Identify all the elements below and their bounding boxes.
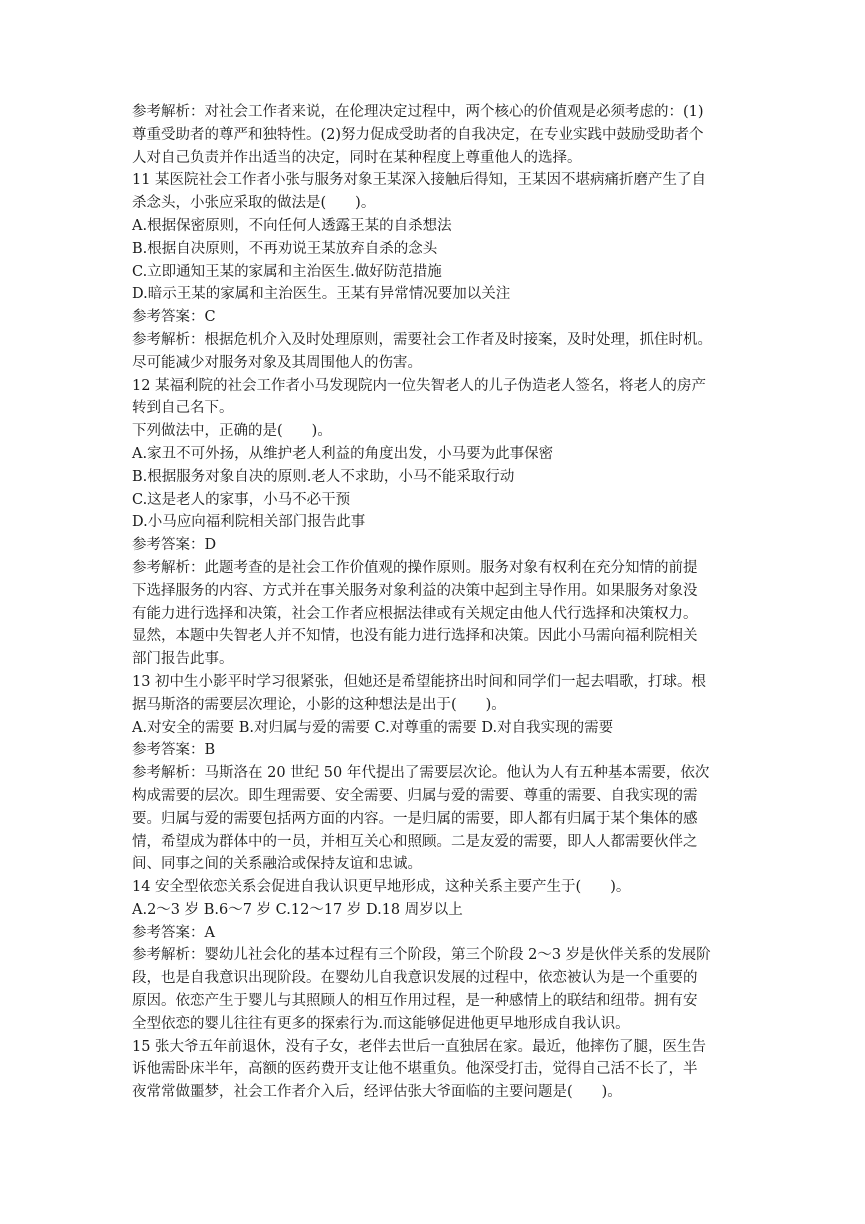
answer-line: 参考答案：C (132, 309, 216, 326)
question-line: 据马斯洛的需要层次理论，小影的这种想法是出于( )。 (132, 696, 506, 713)
text-line: 显然，本题中失智老人并不知情，也没有能力进行选择和决策。因此小马需向福利院相关 (132, 628, 698, 645)
text-line: 要。归属与爱的需要包括两方面的内容。一是归属的需要，即人都有归属于某个集体的感 (132, 810, 698, 827)
text-line: 全型依恋的婴儿往往有更多的探索行为.而这能够促进他更早地形成自我认识。 (132, 1015, 630, 1032)
text-line: 参考解析：此题考查的是社会工作价值观的操作原则。服务对象有权利在充分知情的前提 (132, 559, 698, 576)
option-line: D.小马应向福利院相关部门报告此事 (132, 514, 366, 531)
question-line: 下列做法中，正确的是( )。 (132, 423, 332, 440)
question-line: 12 某福利院的社会工作者小马发现院内一位失智老人的儿子伪造老人签名，将老人的房产 (132, 377, 707, 394)
option-line: A.2～3 岁 B.6～7 岁 C.12～17 岁 D.18 周岁以上 (132, 901, 463, 918)
option-line: B.根据服务对象自决的原则.老人不求助，小马不能采取行动 (132, 468, 515, 485)
text-line: 下选择服务的内容、方式并在事关服务对象利益的决策中起到主导作用。如果服务对象没 (132, 582, 698, 599)
answer-line: 参考答案：D (132, 537, 217, 554)
document-page (132, 101, 772, 1104)
option-line: B.根据自决原则，不再劝说王某放弃自杀的念头 (132, 240, 438, 257)
question-line: 11 某医院社会工作者小张与服务对象王某深入接触后得知，王某因不堪病痛折磨产生了自 (132, 172, 707, 189)
text-line: 参考解析：婴幼儿社会化的基本过程有三个阶段，第三个阶段 2～3 岁是伙伴关系的发展阶 (132, 947, 711, 964)
question-line: 14 安全型依恋关系会促进自我认识更早地形成，这种关系主要产生于( )。 (132, 879, 631, 896)
text-line: 参考解析：对社会工作者来说，在伦理决定过程中，两个核心的价值观是必须考虑的：(1) (132, 104, 704, 120)
answer-line: 参考答案：A (132, 924, 215, 941)
text-line: 尊重受助者的尊严和独特性。(2)努力促成受助者的自我决定，在专业实践中鼓励受助者个 (132, 126, 704, 143)
option-line: A.根据保密原则，不向任何人透露王某的自杀想法 (132, 217, 452, 234)
text-line: 情，希望成为群体中的一员，并相互关心和照顾。二是友爱的需要，即人人都需要伙伴之 (132, 833, 698, 850)
text-line: 部门报告此事。 (132, 651, 234, 668)
text-line: 有能力进行选择和决策，社会工作者应根据法律或有关规定由他人代行选择和决策权力。 (132, 605, 698, 622)
text-line: 原因。依恋产生于婴儿与其照顾人的相互作用过程，是一种感情上的联结和纽带。拥有安 (132, 993, 698, 1010)
question-line: 转到自己名下。 (132, 400, 234, 417)
question-line: 杀念头，小张应采取的做法是( )。 (132, 195, 376, 212)
question-line: 诉他需卧床半年，高额的医药费开支让他不堪重负。他深受打击，觉得自己活不长了，半 (132, 1061, 698, 1078)
option-line: C.立即通知王某的家属和主治医生.做好防范措施 (132, 263, 442, 280)
option-line: D.暗示王某的家属和主治医生。王某有异常情况要加以关注 (132, 286, 511, 303)
text-line: 参考解析：马斯洛在 20 世纪 50 年代提出了需要层次论。他认为人有五种基本需要，依次 (132, 765, 710, 782)
answer-line: 参考答案：B (132, 742, 216, 759)
option-line: C.这是老人的家事，小马不必干预 (132, 491, 351, 508)
question-line: 15 张大爷五年前退休，没有子女，老伴去世后一直独居在家。最近，他摔伤了腿，医生告 (132, 1038, 707, 1055)
question-line: 夜常常做噩梦，社会工作者介入后，经评估张大爷面临的主要问题是( )。 (132, 1084, 622, 1101)
text-line: 构成需要的层次。即生理需要、安全需要、归属与爱的需要、尊重的需要、自我实现的需 (132, 787, 698, 804)
option-line: A.家丑不可外扬，从维护老人利益的角度出发，小马要为此事保密 (132, 445, 554, 462)
text-line: 人对自己负责并作出适当的决定，同时在某种程度上尊重他人的选择。 (132, 149, 582, 166)
option-line: A.对安全的需要 B.对归属与爱的需要 C.对尊重的需要 D.对自我实现的需要 (132, 719, 614, 736)
text-line: 尽可能减少对服务对象及其周围他人的伤害。 (132, 354, 422, 371)
question-line: 13 初中生小影平时学习很紧张，但她还是希望能挤出时间和同学们一起去唱歌，打球。根 (132, 673, 707, 690)
text-line: 参考解析：根据危机介入及时处理原则，需要社会工作者及时接案，及时处理，抓住时机。 (132, 331, 712, 348)
text-line: 段，也是自我意识出现阶段。在婴幼儿自我意识发展的过程中，依恋被认为是一个重要的 (132, 970, 698, 987)
text-line: 间、同事之间的关系融洽或保持友谊和忠诚。 (132, 856, 422, 873)
